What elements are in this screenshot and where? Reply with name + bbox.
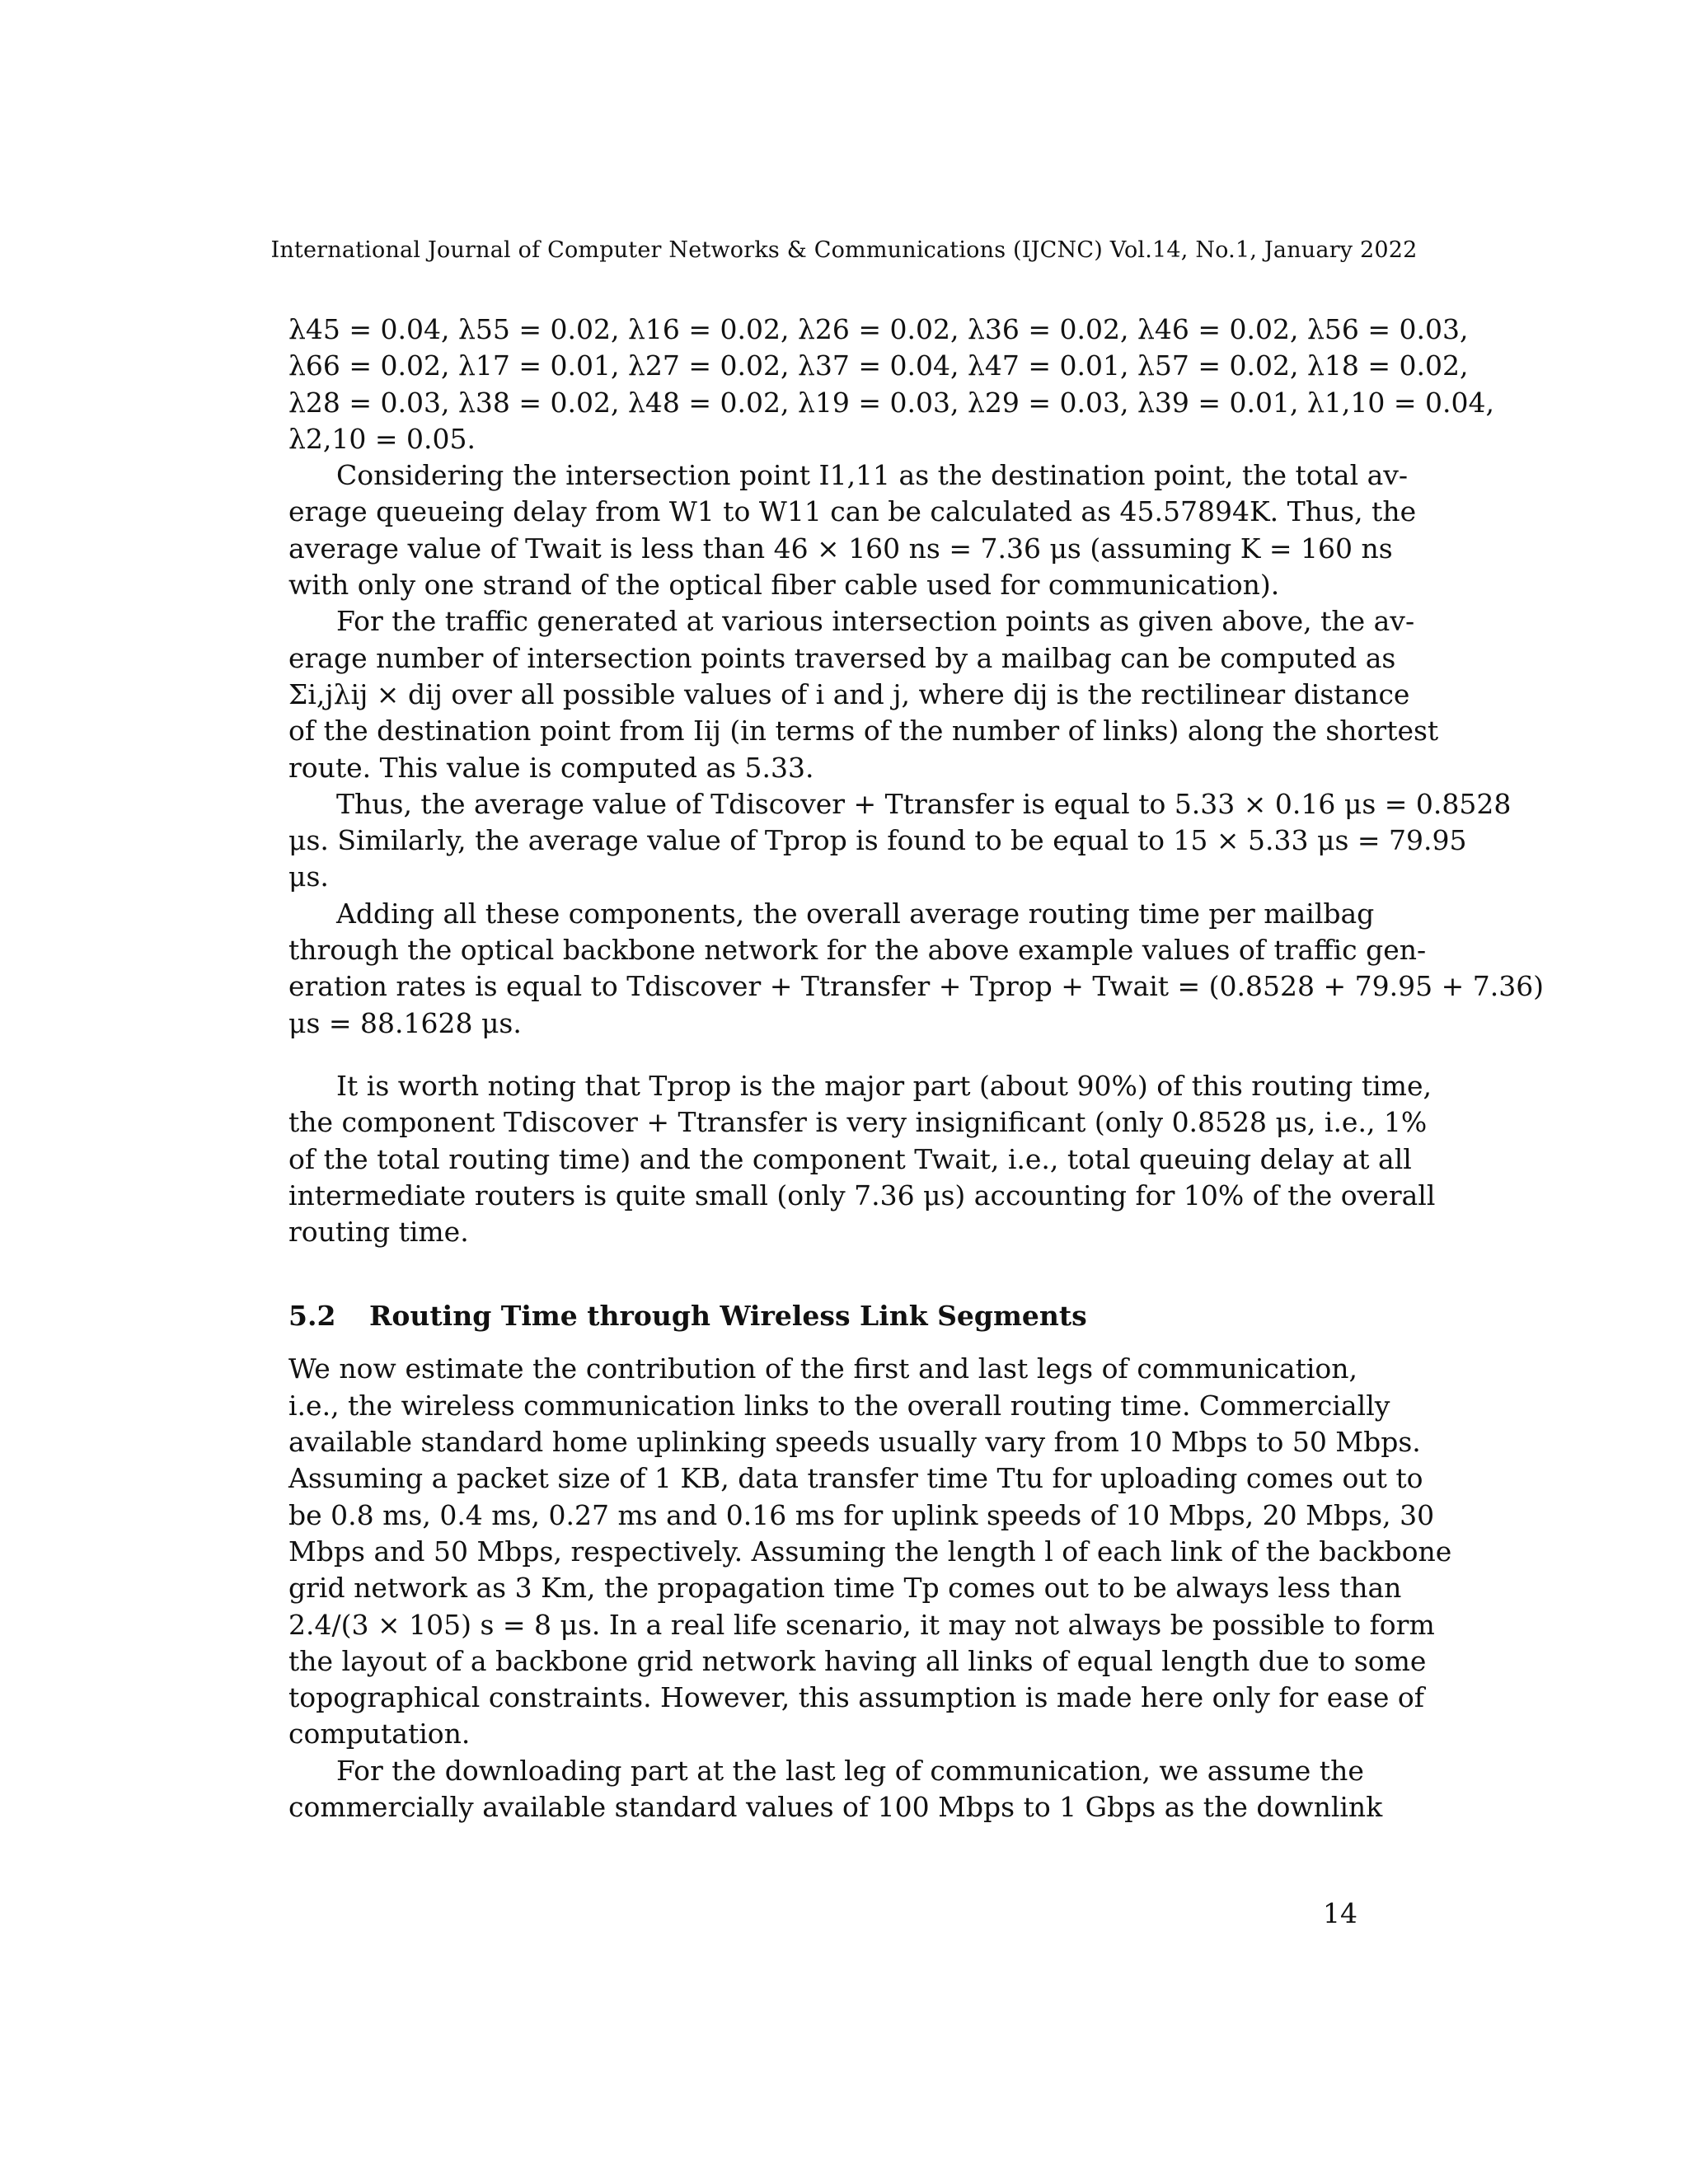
text-line: Assuming a packet size of 1 KB, data transfer time Ttu for uploading comes out to [288,1462,1423,1495]
spacer [288,1250,1357,1298]
body-text [288,312,1545,1825]
spacer [288,1042,1357,1068]
text-line: eration rates is equal to Tdiscover + Ttransfer + Tprop + Twait = (0.8528 + 79.95 + 7.36) [288,970,1545,1003]
paragraph-intersection-points [288,603,1439,785]
text-line: 2.4/(3 × 105) s = 8 μs. In a real life scenario, it may not always be possible to form [288,1608,1435,1641]
text-line: Thus, the average value of Tdiscover + Ttransfer is equal to 5.33 × 0.16 μs = 0.8528 [336,787,1512,820]
text-line: Σi,jλij × dij over all possible values of i and j, where dij is the rectilinear distance [288,677,1410,710]
text-line: For the downloading part at the last leg of communication, we assume the [336,1754,1364,1787]
text-line: routing time. [288,1216,469,1249]
running-head: International Journal of Computer Networks & Communications (IJCNC) Vol.14, No.1, January 2022 [270,237,1418,263]
paragraph-overall-routing-time [288,896,1545,1042]
text-line: grid network as 3 Km, the propagation time Tp comes out to be always less than [288,1572,1402,1605]
text-line: commercially available standard values of 100 Mbps to 1 Gbps as the downlink [288,1790,1383,1823]
paragraph-wireless-uplink [288,1351,1452,1752]
text-line: i.e., the wireless communication links to the overall routing time. Commercially [288,1389,1390,1422]
text-line: It is worth noting that Tprop is the major part (about 90%) of this routing time, [336,1069,1432,1102]
text-line: of the destination point from Iij (in terms of the number of links) along the shortest [288,715,1439,748]
paragraph-queueing-delay [288,457,1417,603]
text-line: λ2,10 = 0.05. [288,422,476,455]
text-line: Adding all these components, the overall average routing time per mailbag [336,897,1375,930]
text-line: erage queueing delay from W1 to W11 can be calculated as 45.57894K. Thus, the [288,495,1417,528]
text-line: Considering the intersection point I1,11 as the destination point, the total av- [336,459,1409,492]
text-line: with only one strand of the optical fiber cable used for communication). [288,569,1280,602]
text-line: the layout of a backbone grid network having all links of equal length due to some [288,1644,1427,1677]
page-number: 14 [1323,1897,1357,1929]
text-line: λ28 = 0.03, λ38 = 0.02, λ48 = 0.02, λ19 = 0.03, λ29 = 0.03, λ39 = 0.01, λ1,10 = 0.04, [288,386,1494,419]
paragraph-discover-transfer [288,786,1512,896]
paragraph-lambda-values [288,312,1494,457]
text-line: computation. [288,1718,471,1750]
text-line: intermediate routers is quite small (only 7.36 μs) accounting for 10% of the overall [288,1179,1436,1212]
paragraph-tprop-major-part [288,1068,1436,1250]
text-line: the component Tdiscover + Ttransfer is very insignificant (only 0.8528 μs, i.e., 1% [288,1106,1428,1139]
text-line: average value of Twait is less than 46 × 160 ns = 7.36 μs (assuming K = 160 ns [288,532,1393,565]
text-line: erage number of intersection points traversed by a mailbag can be computed as [288,641,1396,674]
text-line: λ66 = 0.02, λ17 = 0.01, λ27 = 0.02, λ37 = 0.04, λ47 = 0.01, λ57 = 0.02, λ18 = 0.02, [288,349,1469,382]
text-line: topographical constraints. However, this assumption is made here only for ease of [288,1681,1424,1714]
text-line: of the total routing time) and the component Twait, i.e., total queuing delay at all [288,1142,1412,1175]
text-line: μs. [288,860,329,893]
section-title: Routing Time through Wireless Link Segments [369,1300,1087,1333]
text-line: For the traffic generated at various intersection points as given above, the av- [336,605,1415,638]
paragraph-downlink [288,1753,1383,1826]
text-line: be 0.8 ms, 0.4 ms, 0.27 ms and 0.16 ms for uplink speeds of 10 Mbps, 20 Mbps, 30 [288,1498,1435,1531]
section-heading [288,1298,1357,1334]
text-line: through the optical backbone network for the above example values of traffic gen- [288,934,1427,967]
section-number: 5.2 [288,1300,336,1333]
spacer [288,1334,1357,1351]
text-line: λ45 = 0.04, λ55 = 0.02, λ16 = 0.02, λ26 = 0.02, λ36 = 0.02, λ46 = 0.02, λ56 = 0.03, [288,313,1469,345]
text-line: μs = 88.1628 μs. [288,1006,522,1039]
text-line: We now estimate the contribution of the first and last legs of communication, [288,1352,1357,1385]
text-line: route. This value is computed as 5.33. [288,751,814,784]
text-line: μs. Similarly, the average value of Tprop is found to be equal to 15 × 5.33 μs = 79.95 [288,824,1467,857]
text-line: Mbps and 50 Mbps, respectively. Assuming the length l of each link of the backbone [288,1535,1452,1568]
text-line: available standard home uplinking speeds usually vary from 10 Mbps to 50 Mbps. [288,1426,1421,1459]
